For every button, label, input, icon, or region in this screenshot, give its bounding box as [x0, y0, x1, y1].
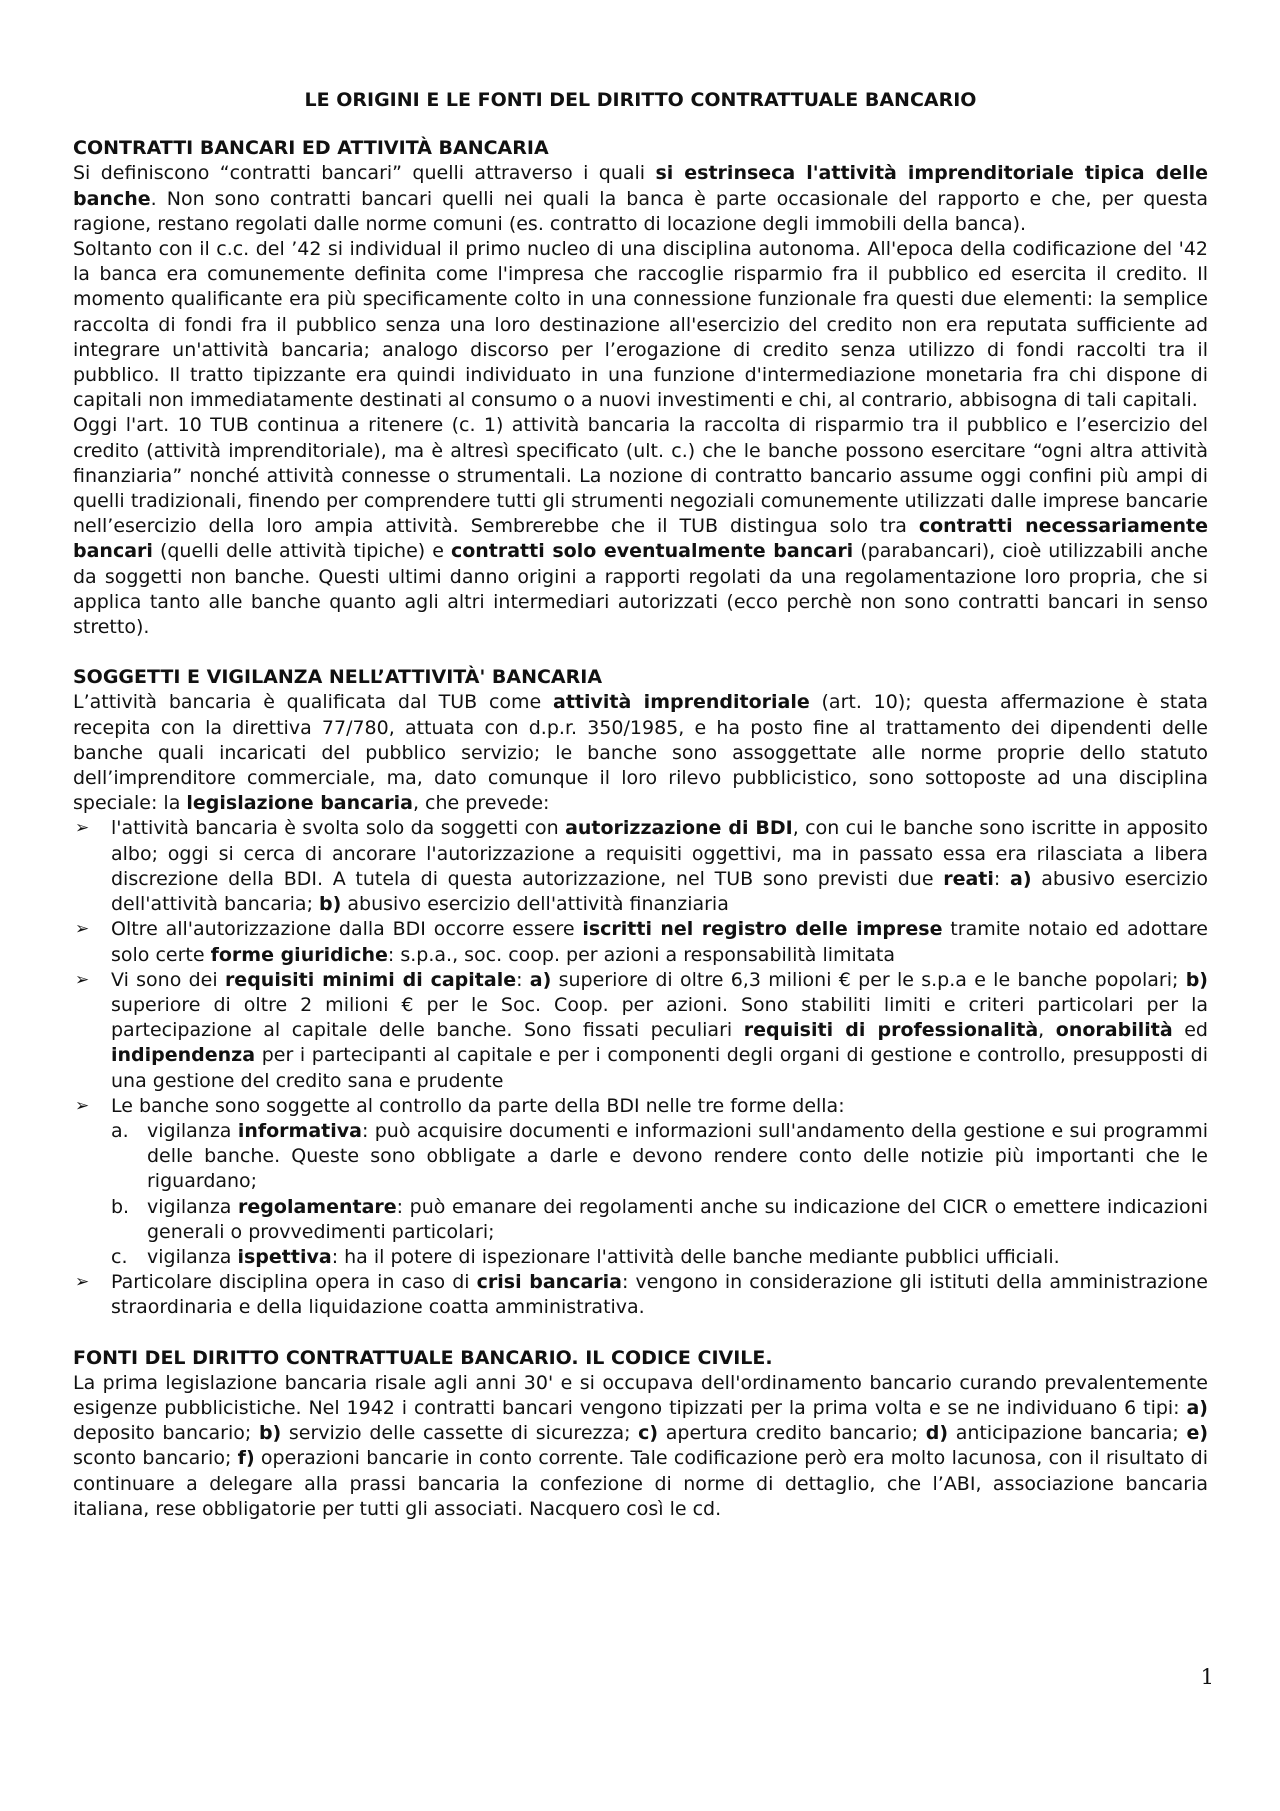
- arrow-bullet-icon: ➢: [75, 1095, 90, 1116]
- sublist-item: b. vigilanza regolamentare: può emanare dei regolamenti anche su indicazione del CICR o emettere indicazioni generali o provvedimenti particolari;: [111, 1195, 1208, 1243]
- legislazione-list: [73, 816, 1208, 1320]
- document-page: [73, 88, 1208, 1522]
- arrow-bullet-icon: ➢: [75, 969, 90, 990]
- paragraph-tub-art10: Oggi l'art. 10 TUB continua a ritenere (c. 1) attività bancaria la raccolta di risparmio tra il pubblico e l’esercizio del credito (attività imprenditoriale), ma è altresì specificato (ult. c.) che le banche possono esercitare “ogni altra attività finanziaria” nonché attività connesse o strumentali. La nozione di contratto bancario assume oggi confini più ampi di quelli tradizionali, finendo per comprendere tutti gli strumenti negoziali comunemente utilizzati dalle imprese bancarie nell’esercizio della loro ampia attività. Sembrerebbe che il TUB distingua solo tra contratti necessariamente bancari (quelli delle attività tipiche) e contratti solo eventualmente bancari (parabancari), cioè utilizzabili anche da soggetti non banche. Questi ultimi danno origini a rapporti regolati da una regolamentazione loro propria, che si applica tanto alle banche quanto agli altri intermediari autorizzati (ecco perchè non sono contratti bancari in senso stretto).: [73, 414, 1208, 639]
- paragraph-codice-civile: La prima legislazione bancaria risale agli anni 30' e si occupava dell'ordinamento bancario curando prevalentemente esigenze pubblicistiche. Nel 1942 i contratti bancari vengono tipizzati per la prima volta e se ne individuano 6 tipi: a) deposito bancario; b) servizio delle cassette di sicurezza; c) apertura credito bancario; d) anticipazione bancaria; e) sconto bancario; f) operazioni bancarie in conto corrente. Tale codificazione però era molto lacunosa, con il risultato di continuare a delegare alla prassi bancaria la confezione di norme di dettaglio, che l’ABI, associazione bancaria italiana, rese obbligatorie per tutti gli associati. Nacquero così le cd.: [73, 1371, 1209, 1520]
- section-heading-contratti: CONTRATTI BANCARI ED ATTIVITÀ BANCARIA: [73, 137, 549, 160]
- section-heading-soggetti: SOGGETTI E VIGILANZA NELL’ATTIVITÀ' BANCARIA: [73, 666, 603, 689]
- list-item: ➢ Oltre all'autorizzazione dalla BDI occorre essere iscritti nel registro delle imprese tramite notaio ed adottare solo certe forme giuridiche: s.p.a., soc. coop. per azioni a responsabilità limitata: [75, 918, 1208, 966]
- sublist-item: c. vigilanza ispettiva: ha il potere di ispezionare l'attività delle banche mediante pubblici ufficiali.: [111, 1245, 1060, 1268]
- section-heading-fonti: FONTI DEL DIRITTO CONTRATTUALE BANCARIO. IL CODICE CIVILE.: [73, 1346, 773, 1369]
- page-number: 1: [1200, 1665, 1214, 1689]
- paragraph-codice-42: Soltanto con il c.c. del ’42 si individual il primo nucleo di una disciplina autonoma. All'epoca della codificazione del '42 la banca era comunemente definita come l'impresa che raccoglie risparmio fra il pubblico ed esercita il credito. Il momento qualificante era più specificamente colto in una connessione funzionale fra questi due elementi: la semplice raccolta di fondi fra il pubblico senza una loro destinazione all'esercizio del credito non era reputata sufficiente ad integrare un'attività bancaria; analogo discorso per l’erogazione di credito senza utilizzo di fondi raccolti tra il pubblico. Il tratto tipizzante era quindi individuato in una funzione d'intermediazione monetaria fra chi dispone di capitali non immediatamente destinati al consumo o a nuovi investimenti e chi, al contrario, abbisogna di tali capitali.: [73, 238, 1208, 412]
- vigilanza-sublist: [73, 1119, 1208, 1270]
- arrow-bullet-icon: ➢: [75, 919, 90, 940]
- list-item: ➢ Le banche sono soggette al controllo da parte della BDI nelle tre forme della: a. vigilanza informativa: può acquisire documenti e informazioni sull'andamento della gestione e sui programmi delle banche. Queste sono obbligate a darle e devono rendere conto delle notizie più importanti che le riguardano; b. vigilanza regolamentare: può emanare dei regolamenti anche su indicazione del CICR o emettere indicazioni generali o provvedimenti particolari; c. vigilanza ispettiva: ha il potere di ispezionare l'attività delle banche mediante pubblici ufficiali.: [73, 1094, 1208, 1270]
- arrow-bullet-icon: ➢: [75, 1272, 90, 1293]
- paragraph-definizione: Si definiscono “contratti bancari” quelli attraverso i quali si estrinseca l'attività imprenditoriale tipica delle banche. Non sono contratti bancari quelli nei quali la banca è parte occasionale del rapporto e che, per questa ragione, restano regolati dalle norme comuni (es. contratto di locazione degli immobili della banca).: [73, 162, 1208, 235]
- sublist-item: a. vigilanza informativa: può acquisire documenti e informazioni sull'andamento della gestione e sui programmi delle banche. Queste sono obbligate a darle e devono rendere conto delle notizie più importanti che le riguardano;: [111, 1119, 1209, 1193]
- arrow-bullet-icon: ➢: [75, 818, 90, 839]
- list-item: ➢ Vi sono dei requisiti minimi di capitale: a) superiore di oltre 6,3 milioni € per le s.p.a e le banche popolari; b) superiore di oltre 2 milioni € per le Soc. Coop. per azioni. Sono stabiliti limiti e criteri particolari per la partecipazione al capitale delle banche. Sono fissati peculiari requisiti di professionalità, onorabilità ed indipendenza per i partecipanti al capitale e per i componenti degli organi di gestione e controllo, presupposti di una gestione del credito sana e prudente: [75, 968, 1208, 1092]
- list-item: ➢ l'attività bancaria è svolta solo da soggetti con autorizzazione di BDI, con cui le banche sono iscritte in apposito albo; oggi si cerca di ancorare l'autorizzazione a requisiti oggettivi, ma in passato essa era rilasciata a libera discrezione della BDI. A tutela di questa autorizzazione, nel TUB sono previsti due reati: a) abusivo esercizio dell'attività bancaria; b) abusivo esercizio dell'attività finanziaria: [75, 817, 1208, 916]
- paragraph-attivita-imprenditoriale: L’attività bancaria è qualificata dal TUB come attività imprenditoriale (art. 10); questa affermazione è stata recepita con la direttiva 77/780, attuata con d.p.r. 350/1985, e ha posto fine al trattamento dei dipendenti delle banche quali incaricati del pubblico servizio; le banche sono assoggettate alle norme proprie dello statuto dell’imprenditore commerciale, ma, dato comunque il loro rilevo pubblicistico, sono sottoposte ad una disciplina speciale: la legislazione bancaria, che prevede:: [73, 691, 1208, 815]
- document-title: LE ORIGINI E LE FONTI DEL DIRITTO CONTRATTUALE BANCARIO: [304, 89, 977, 111]
- list-item: ➢ Particolare disciplina opera in caso di crisi bancaria: vengono in considerazione gli istituti della amministrazione straordinaria e della liquidazione coatta amministrativa.: [75, 1271, 1208, 1319]
